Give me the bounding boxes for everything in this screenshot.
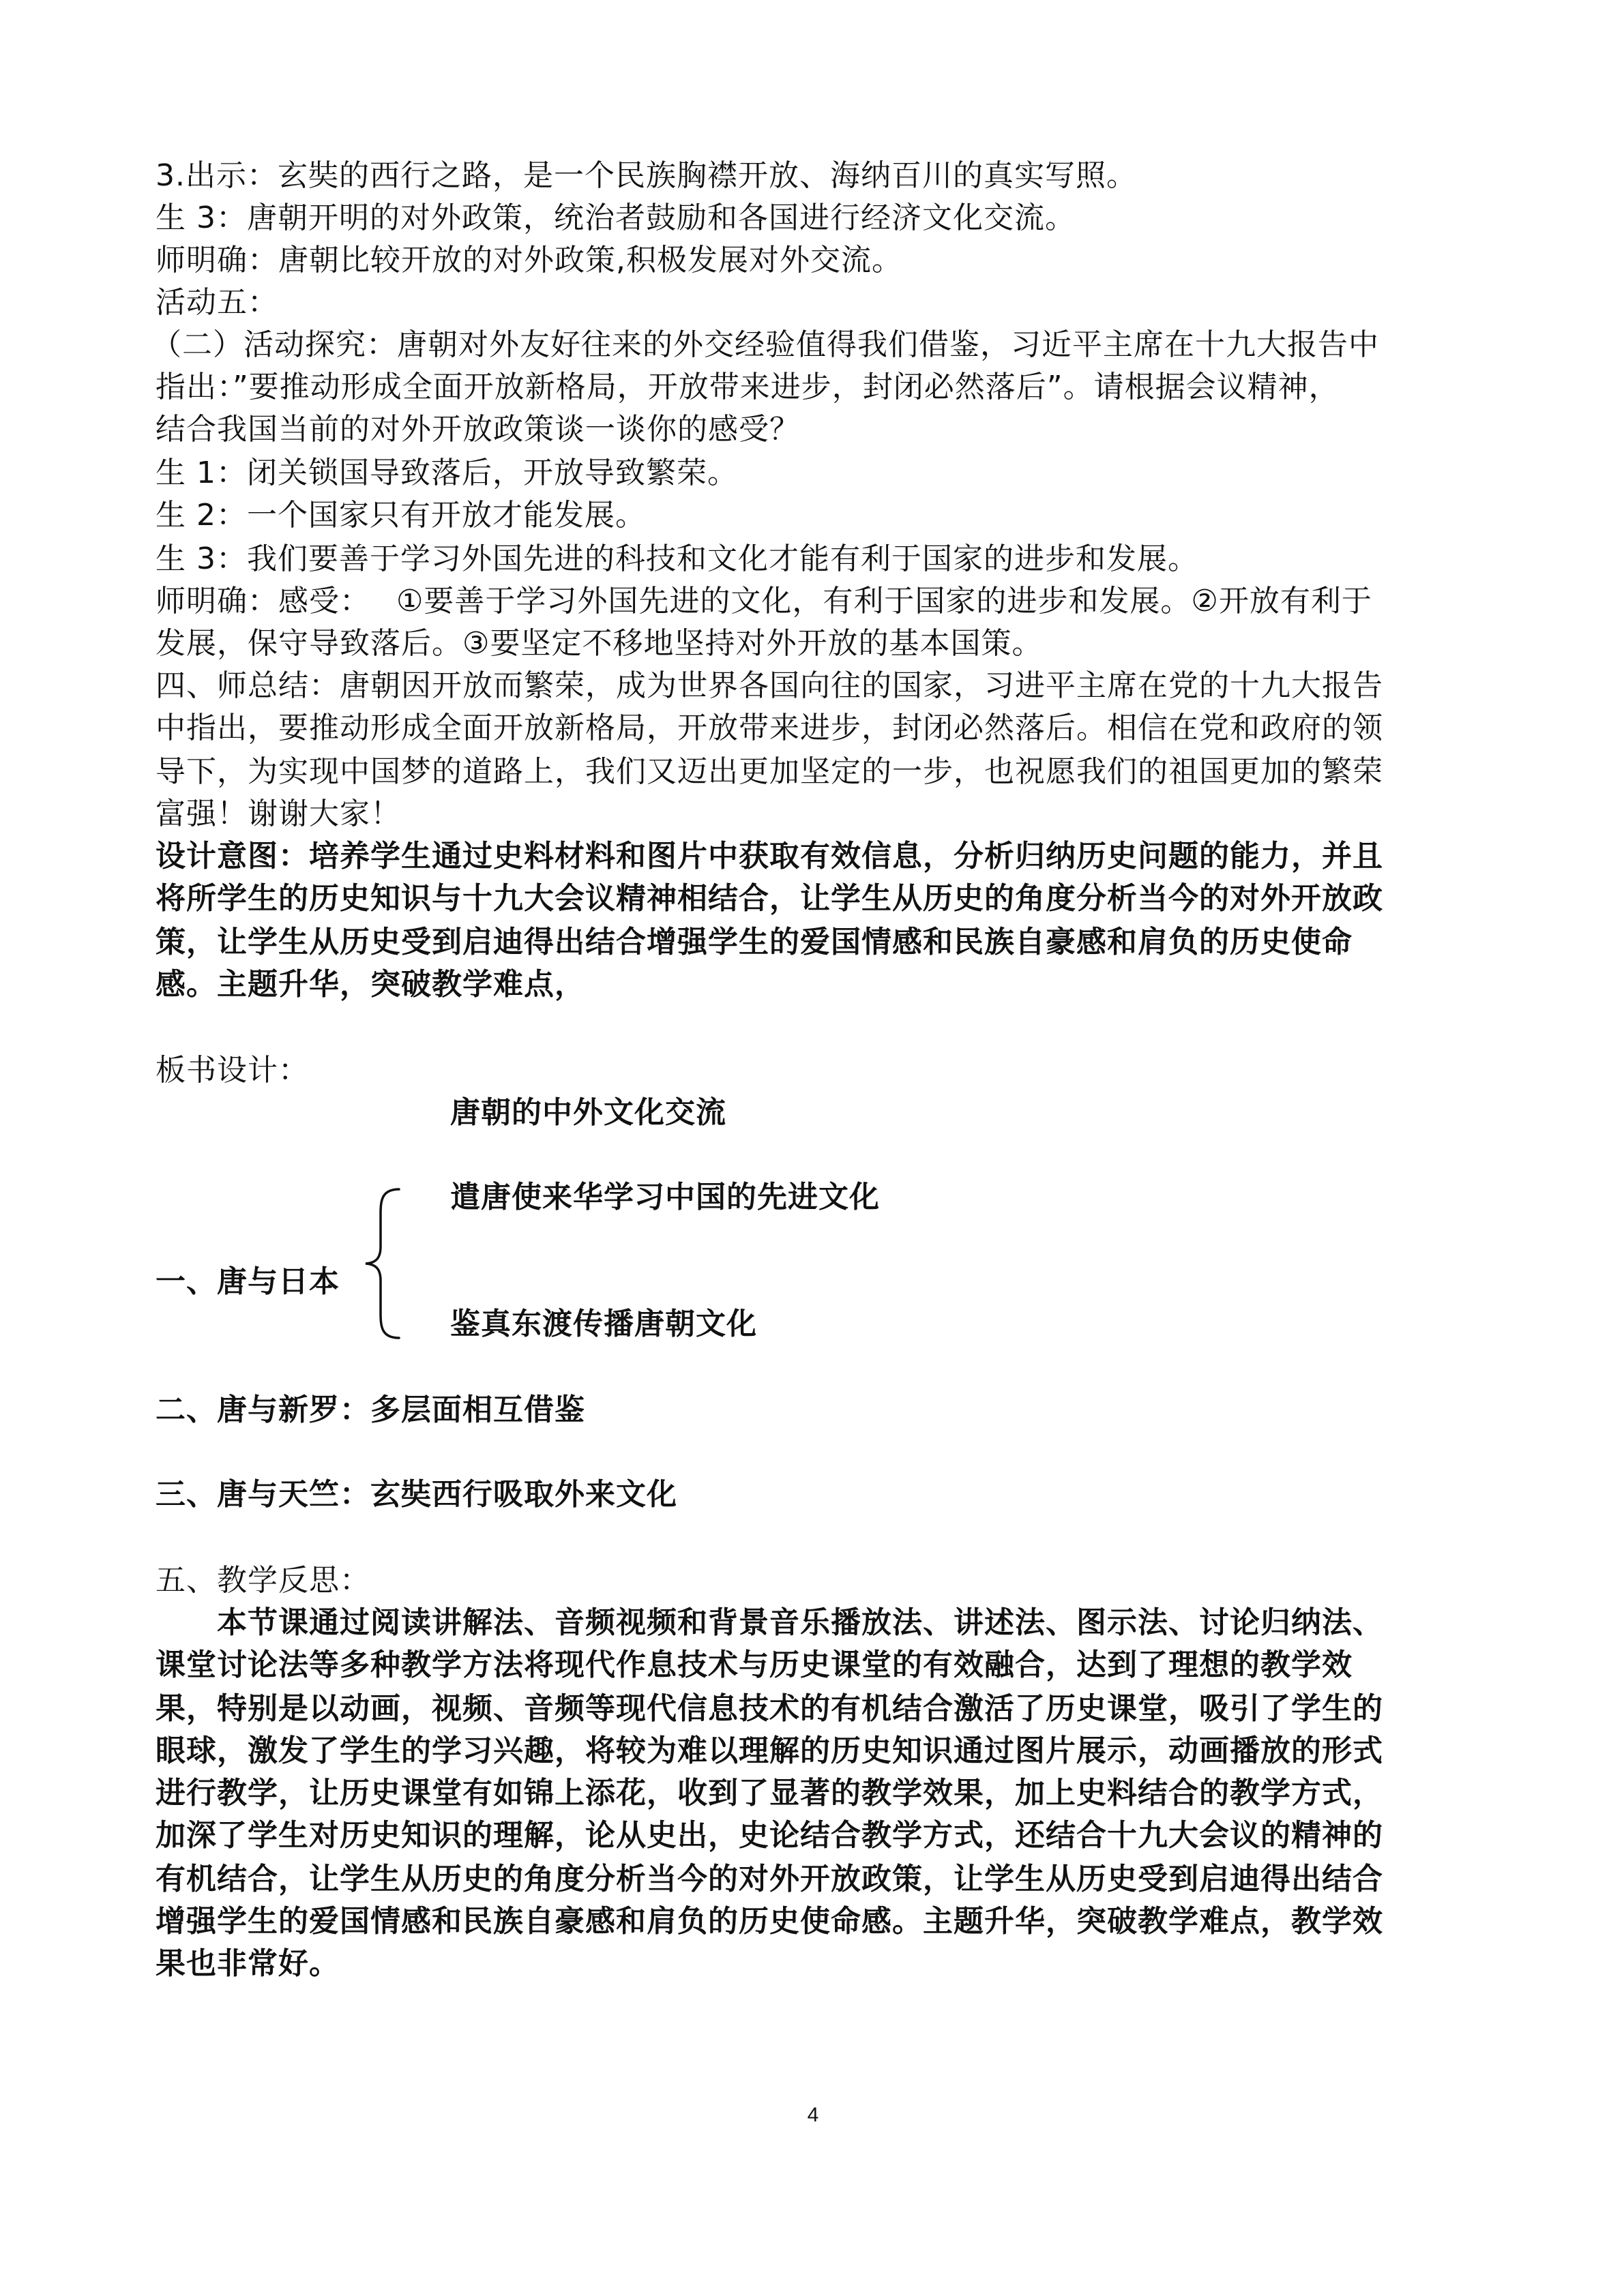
text-line: 生 3：我们要善于学习外国先进的科技和文化才能有利于国家的进步和发展。 <box>156 541 1198 576</box>
board-japan-label: 一、唐与日本 <box>156 1264 340 1299</box>
reflection-line: 加深了学生对历史知识的理解，论从史出，史论结合教学方式，还结合十九大会议的精神的 <box>156 1818 1383 1853</box>
text-line: （二）活动探究：唐朝对外友好往来的外交经验值得我们借鉴，习近平主席在十九大报告中 <box>151 327 1379 362</box>
reflection-line: 果也非常好。 <box>156 1946 340 1981</box>
reflection-line: 增强学生的爱国情感和民族自豪感和肩负的历史使命感。主题升华，突破教学难点，教学效 <box>156 1904 1383 1939</box>
text-line: 指出：”要推动形成全面开放新格局，开放带来进步，封闭必然落后”。请根据会议精神， <box>156 370 1340 404</box>
reflection-line: 本节课通过阅读讲解法、音频视频和背景音乐播放法、讲述法、图示法、讨论归纳法、 <box>156 1605 1383 1640</box>
text-line: 导下，为实现中国梦的道路上，我们又迈出更加坚定的一步，也祝愿我们的祖国更加的繁荣 <box>156 754 1383 789</box>
text-line: 生 1：闭关锁国导致落后，开放导致繁荣。 <box>156 456 738 490</box>
board-silla: 二、唐与新罗：多层面相互借鉴 <box>156 1392 585 1427</box>
reflection-line: 果，特别是以动画，视频、音频等现代信息技术的有机结合激活了历史课堂，吸引了学生的 <box>156 1691 1383 1726</box>
text-line: 生 2：一个国家只有开放才能发展。 <box>156 498 646 533</box>
board-japan-branch-1: 遣唐使来华学习中国的先进文化 <box>450 1180 880 1214</box>
reflection-line: 进行教学，让历史课堂有如锦上添花，收到了显著的教学效果，加上史料结合的教学方式， <box>156 1776 1383 1810</box>
page-number: 4 <box>807 2104 819 2126</box>
text-line: 富强！谢谢大家！ <box>156 796 401 831</box>
board-india: 三、唐与天竺：玄奘西行吸取外来文化 <box>156 1477 677 1512</box>
text-line: 师明确：感受： ①要善于学习外国先进的文化，有利于国家的进步和发展。②开放有利于 <box>156 584 1372 618</box>
board-japan-branch-2: 鉴真东渡传播唐朝文化 <box>450 1307 757 1341</box>
text-line: 活动五： <box>156 285 278 320</box>
text-line: 3.出示：玄奘的西行之路，是一个民族胸襟开放、海纳百川的真实写照。 <box>156 158 1137 193</box>
text-line: 四、师总结：唐朝因开放而繁荣，成为世界各国向往的国家，习进平主席在党的十九大报告 <box>156 668 1383 703</box>
board-heading: 板书设计： <box>156 1053 309 1088</box>
text-line: 中指出，要推动形成全面开放新格局，开放带来进步，封闭必然落后。相信在党和政府的领 <box>156 711 1383 745</box>
reflection-line: 眼球，激发了学生的学习兴趣，将较为难以理解的历史知识通过图片展示，动画播放的形式 <box>156 1733 1383 1768</box>
reflection-line: 课堂讨论法等多种教学方法将现代作息技术与历史课堂的有效融合，达到了理想的教学效 <box>156 1648 1353 1682</box>
reflection-line: 有机结合，让学生从历史的角度分析当今的对外开放政策，让学生从历史受到启迪得出结合 <box>156 1862 1383 1896</box>
design-intent-line: 感。主题升华，突破教学难点， <box>156 967 585 1002</box>
text-line: 师明确：唐朝比较开放的对外政策,积极发展对外交流。 <box>156 243 902 278</box>
text-line: 发展，保守导致落后。③要坚定不移地坚持对外开放的基本国策。 <box>156 626 1043 661</box>
design-intent-line: 策，让学生从历史受到启迪得出结合增强学生的爱国情感和民族自豪感和肩负的历史使命 <box>156 925 1353 959</box>
text-line: 生 3：唐朝开明的对外政策，统治者鼓励和各国进行经济文化交流。 <box>156 200 1076 235</box>
reflection-heading: 五、教学反思： <box>156 1563 370 1598</box>
design-intent-line: 将所学生的历史知识与十九大会议精神相结合，让学生从历史的角度分析当今的对外开放政 <box>156 881 1383 916</box>
curly-brace-icon <box>361 1187 402 1341</box>
board-title: 唐朝的中外文化交流 <box>450 1095 726 1130</box>
text-line: 结合我国当前的对外开放政策谈一谈你的感受？ <box>156 412 800 447</box>
design-intent-line: 设计意图：培养学生通过史料材料和图片中获取有效信息，分析归纳历史问题的能力，并且 <box>156 839 1383 874</box>
